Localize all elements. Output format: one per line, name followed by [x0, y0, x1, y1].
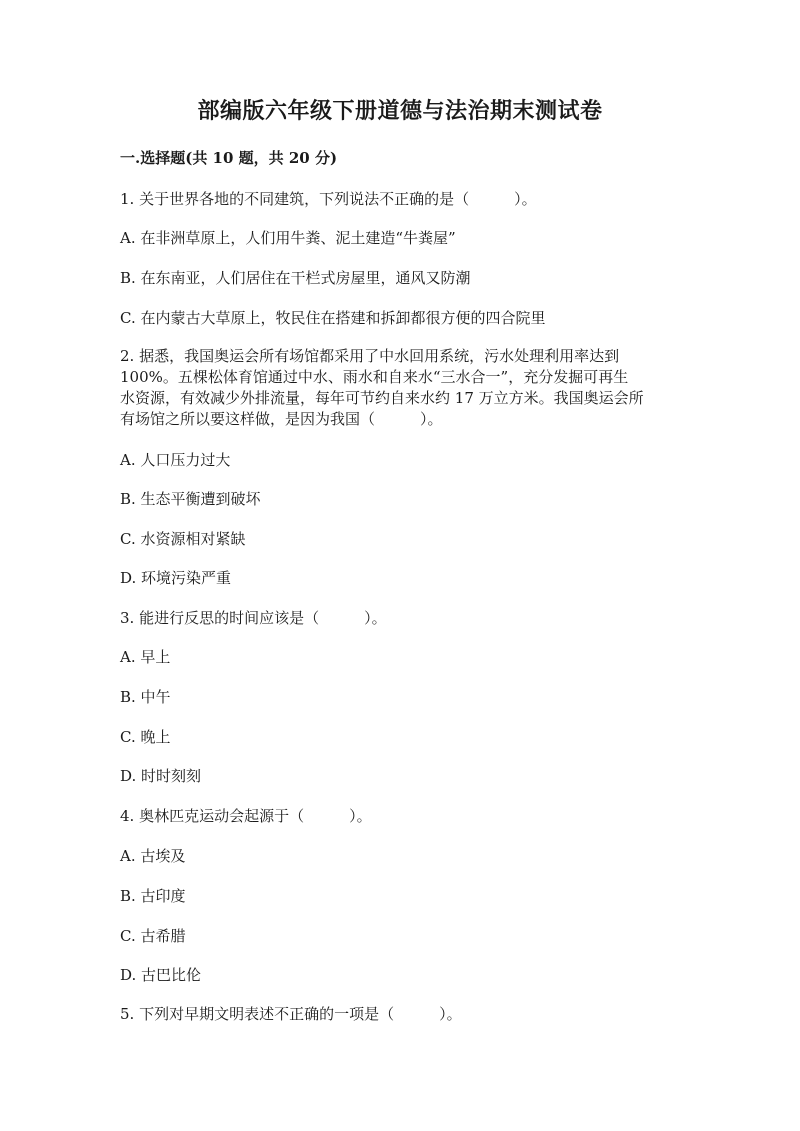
question-1-option-c: C. 在内蒙古大草原上，牧民住在搭建和拆卸都很方便的四合院里 — [120, 309, 546, 327]
question-3-option-d: D. 时时刻刻 — [120, 767, 202, 785]
question-2-option-b: B. 生态平衡遭到破坏 — [120, 490, 261, 508]
question-4-option-d: D. 古巴比伦 — [120, 966, 202, 984]
question-2-option-d: D. 环境污染严重 — [120, 569, 232, 587]
question-4-option-a: A. 古埃及 — [120, 847, 186, 865]
question-4-option-c: C. 古希腊 — [120, 927, 186, 945]
question-1-option-a: A. 在非洲草原上，人们用牛粪、泥土建造“牛粪屋” — [120, 229, 456, 247]
question-2-option-a: A. 人口压力过大 — [120, 451, 231, 469]
question-2-stem-line: 100%。五棵松体育馆通过中水、雨水和自来水“三水合一”，充分发掘可再生 — [120, 368, 629, 386]
question-2-stem-line: 2. 据悉，我国奥运会所有场馆都采用了中水回用系统，污水处理利用率达到 — [120, 347, 620, 365]
question-1-option-b: B. 在东南亚，人们居住在干栏式房屋里，通风又防潮 — [120, 269, 471, 287]
question-3-option-b: B. 中午 — [120, 688, 171, 706]
question-3-option-a: A. 早上 — [120, 648, 171, 666]
question-3-option-c: C. 晚上 — [120, 728, 171, 746]
question-2-stem — [120, 346, 680, 430]
question-4-option-b: B. 古印度 — [120, 887, 186, 905]
section-heading: 一.选择题(共 10 题，共 20 分) — [120, 149, 338, 167]
page-title: 部编版六年级下册道德与法治期末测试卷 — [197, 98, 603, 124]
question-2-option-c: C. 水资源相对紧缺 — [120, 530, 246, 548]
question-5-stem: 5. 下列对早期文明表述不正确的一项是（ ）。 — [120, 1005, 462, 1023]
question-3-stem: 3. 能进行反思的时间应该是（ ）。 — [120, 609, 387, 627]
question-4-stem: 4. 奥林匹克运动会起源于（ ）。 — [120, 807, 372, 825]
question-2-stem-line: 有场馆之所以要这样做，是因为我国（ ）。 — [120, 410, 443, 428]
question-2-stem-line: 水资源，有效减少外排流量，每年可节约自来水约 17 万立方米。我国奥运会所 — [120, 389, 644, 407]
question-1-stem: 1. 关于世界各地的不同建筑，下列说法不正确的是（ ）。 — [120, 190, 537, 208]
